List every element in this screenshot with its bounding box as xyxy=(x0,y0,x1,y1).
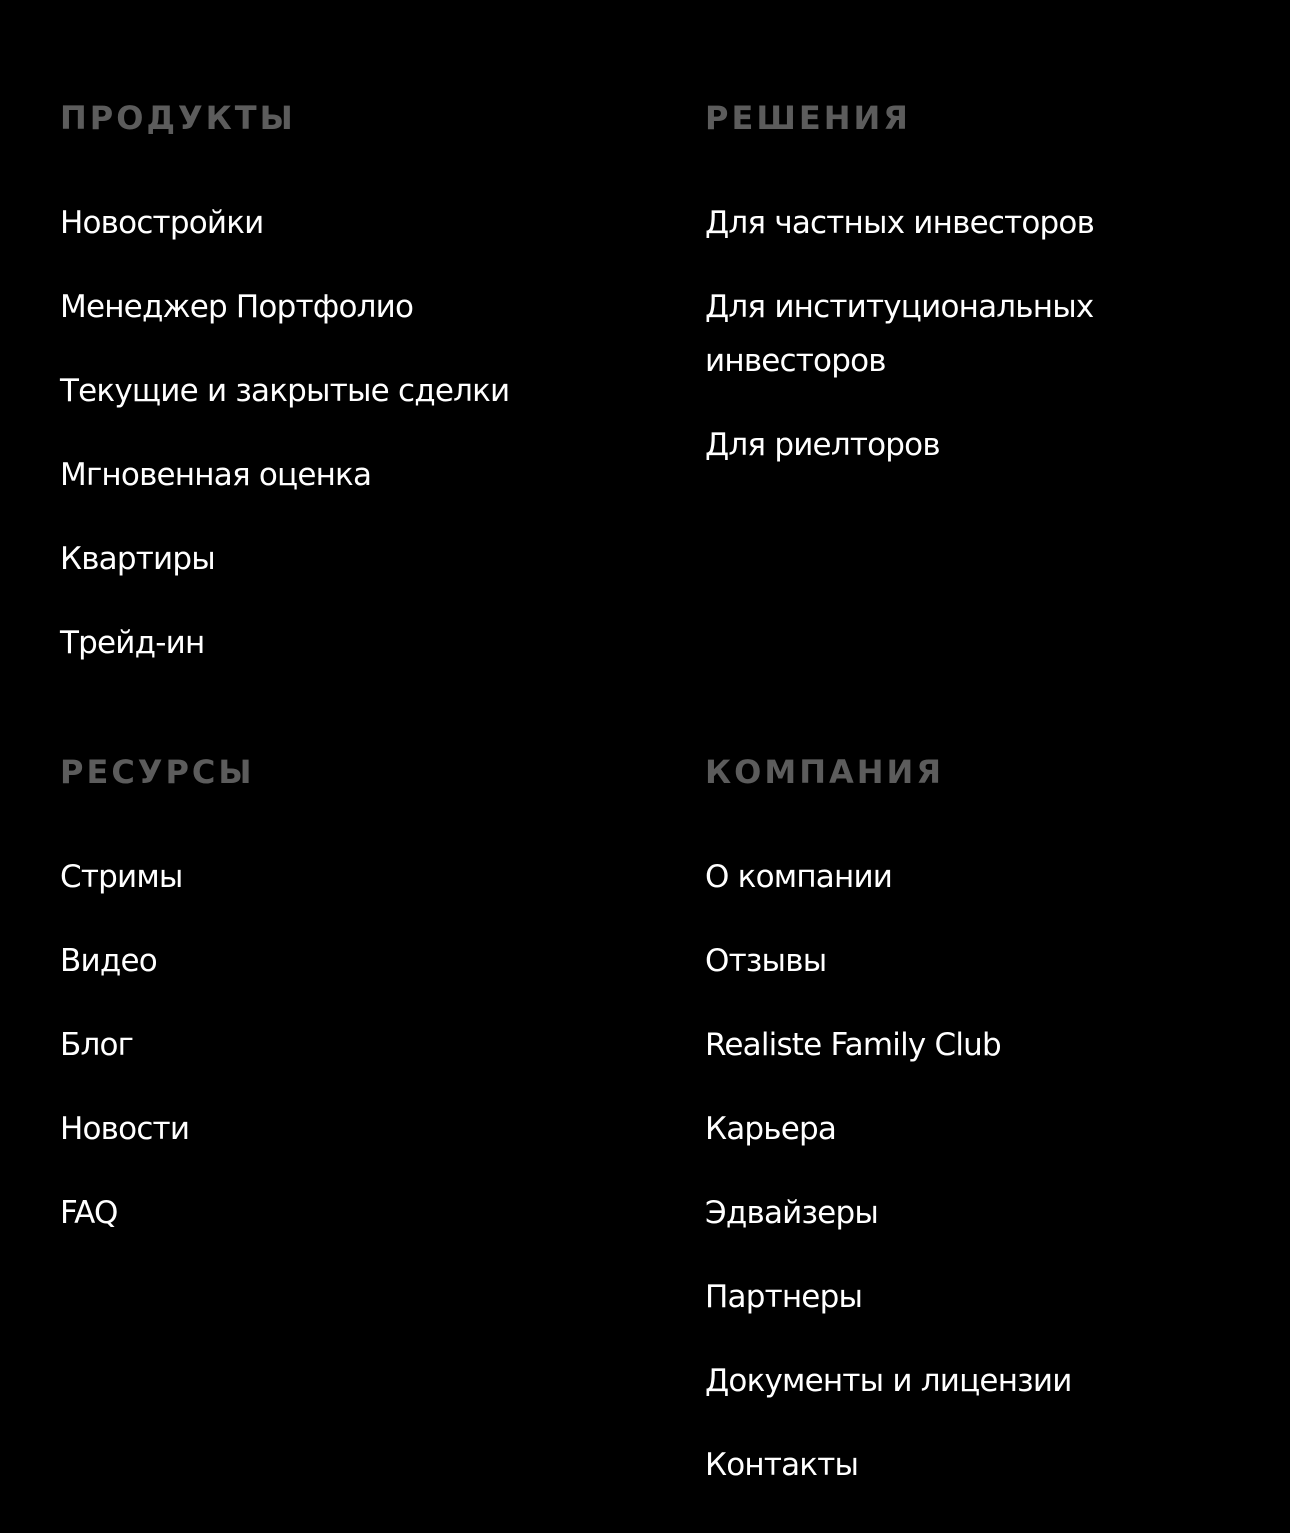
link-reviews[interactable]: Отзывы xyxy=(705,943,827,979)
list-item xyxy=(60,1018,620,1072)
link-instant-valuation[interactable]: Мгновенная оценка xyxy=(60,457,372,493)
link-current-closed-deals[interactable]: Текущие и закрытые сделки xyxy=(60,373,510,409)
company-link-list xyxy=(705,850,1265,1492)
link-institutional-investors[interactable]: Для институциональных инвесторов xyxy=(705,289,1094,379)
list-item xyxy=(60,196,620,250)
company-heading: КОМПАНИЯ xyxy=(705,753,944,791)
link-careers[interactable]: Карьера xyxy=(705,1111,837,1147)
list-item xyxy=(60,532,620,586)
list-item xyxy=(705,934,1265,988)
link-blog[interactable]: Блог xyxy=(60,1027,134,1063)
resources-heading: РЕСУРСЫ xyxy=(60,753,255,791)
resources-section xyxy=(60,750,620,1240)
company-section xyxy=(705,750,1265,1492)
link-news[interactable]: Новости xyxy=(60,1111,190,1147)
list-item xyxy=(705,1018,1265,1072)
link-about-company[interactable]: О компании xyxy=(705,859,893,895)
link-partners[interactable]: Партнеры xyxy=(705,1279,863,1315)
list-item xyxy=(60,364,620,418)
link-advisors[interactable]: Эдвайзеры xyxy=(705,1195,879,1231)
solutions-section xyxy=(705,96,1265,472)
list-item xyxy=(60,616,620,670)
products-section xyxy=(60,96,620,670)
list-item xyxy=(60,850,620,904)
link-video[interactable]: Видео xyxy=(60,943,157,979)
products-link-list xyxy=(60,196,620,670)
products-heading: ПРОДУКТЫ xyxy=(60,99,296,137)
link-streams[interactable]: Стримы xyxy=(60,859,183,895)
list-item xyxy=(705,418,1265,472)
list-item xyxy=(705,280,1265,388)
link-contacts[interactable]: Контакты xyxy=(705,1447,859,1483)
list-item xyxy=(705,1270,1265,1324)
list-item xyxy=(60,1102,620,1156)
link-trade-in[interactable]: Трейд-ин xyxy=(60,625,205,661)
link-realtors[interactable]: Для риелторов xyxy=(705,427,940,463)
link-portfolio-manager[interactable]: Менеджер Портфолио xyxy=(60,289,414,325)
link-private-investors[interactable]: Для частных инвесторов xyxy=(705,205,1095,241)
resources-link-list xyxy=(60,850,620,1240)
link-apartments[interactable]: Квартиры xyxy=(60,541,215,577)
link-faq[interactable]: FAQ xyxy=(60,1195,118,1231)
list-item xyxy=(705,1438,1265,1492)
list-item xyxy=(705,850,1265,904)
list-item xyxy=(705,1102,1265,1156)
link-documents-licenses[interactable]: Документы и лицензии xyxy=(705,1363,1072,1399)
list-item xyxy=(60,1186,620,1240)
list-item xyxy=(60,934,620,988)
solutions-link-list xyxy=(705,196,1265,472)
solutions-heading: РЕШЕНИЯ xyxy=(705,99,911,137)
list-item xyxy=(705,1186,1265,1240)
list-item xyxy=(60,280,620,334)
list-item xyxy=(705,196,1265,250)
link-new-buildings[interactable]: Новостройки xyxy=(60,205,264,241)
link-family-club[interactable]: Realiste Family Club xyxy=(705,1027,1001,1063)
list-item xyxy=(705,1354,1265,1408)
list-item xyxy=(60,448,620,502)
